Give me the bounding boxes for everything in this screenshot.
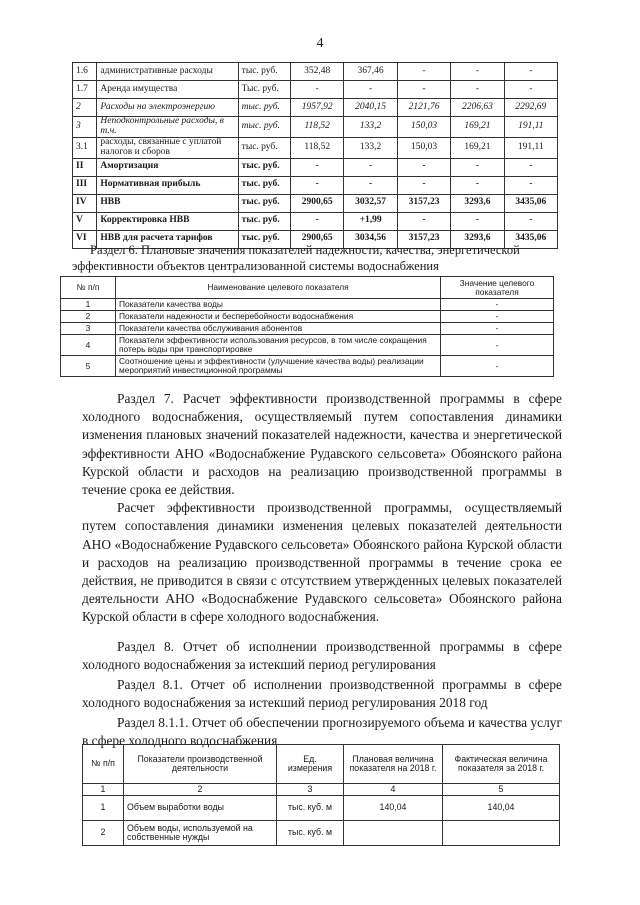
row-number: 5	[61, 356, 116, 377]
row-value: 3034,56	[344, 230, 397, 248]
row-value: 169,21	[451, 117, 504, 138]
row-name: административные расходы	[97, 63, 238, 81]
table-row	[61, 323, 554, 335]
row-value: 1957,92	[291, 99, 344, 117]
table-row	[83, 821, 560, 846]
header-num: № п/п	[83, 745, 124, 784]
table-row	[61, 311, 554, 323]
table-row	[73, 117, 558, 138]
table-row	[73, 99, 558, 117]
section-8-1	[82, 676, 562, 712]
row-value: -	[441, 335, 554, 356]
row-number: 1	[61, 299, 116, 311]
section-7	[82, 390, 562, 627]
row-unit: тыс. руб.	[238, 99, 290, 117]
section-7-paragraph-1: Раздел 7. Расчет эффективности производственной программы в сфере холодного водоснабжения, осуществляемый путем сопоставления динамики изменения плановых значений показателей надежности, качества и энергетической эффективности АНО «Водоснабжение Рудавского сельсовета» Обоянского района Курской области и расходов на реализацию производственной программы в течение срока ее действия.	[82, 391, 562, 498]
header-unit: Ед. измерения	[277, 745, 344, 784]
col-index: 1	[83, 784, 124, 796]
header-indicator: Показатели производственной деятельности	[124, 745, 277, 784]
section-8-1-1-text: Раздел 8.1.1. Отчет об обеспечении прогнозируемого объема и качества услуг в сфере холодного водоснабжения	[82, 715, 562, 749]
row-number: 1.6	[73, 63, 97, 81]
row-indicator: Показатели качества воды	[116, 299, 441, 311]
row-value: +1,99	[344, 212, 397, 230]
row-number: II	[73, 158, 97, 176]
row-value: 2206,63	[451, 99, 504, 117]
section-6-heading	[72, 242, 580, 274]
row-value: -	[451, 81, 504, 99]
row-indicator: Показатели надежности и бесперебойности водоснабжения	[116, 311, 441, 323]
row-number: 3	[73, 117, 97, 138]
row-unit: тыс. руб.	[238, 63, 290, 81]
row-unit: тыс. руб.	[238, 176, 290, 194]
row-value: -	[441, 311, 554, 323]
row-indicator: Объем воды, используемой на собственные нужды	[124, 821, 277, 846]
row-value: -	[504, 212, 557, 230]
table-row	[61, 356, 554, 377]
row-number: V	[73, 212, 97, 230]
row-value: 191,11	[504, 137, 557, 158]
row-name: Неподконтрольные расходы, в т.ч.	[97, 117, 238, 138]
target-indicators-table	[60, 276, 554, 377]
row-value: -	[344, 158, 397, 176]
row-number: 2	[61, 311, 116, 323]
row-value: 2292,69	[504, 99, 557, 117]
row-unit: тыс. куб. м	[277, 821, 344, 846]
row-value: -	[291, 212, 344, 230]
row-value: 3435,06	[504, 230, 557, 248]
section-8	[82, 638, 562, 674]
section-7-paragraph-2: Расчет эффективности производственной программы, осуществляемый путем сопоставления динамики изменения целевых показателей деятельности АНО «Водоснабжение Рудавского сельсовета» Обоянского района Курской области и расходов на реализацию производственной программы в течение срока ее действия, не приводится в связи с отсутствием утвержденных целевых показателей деятельности АНО «Водоснабжение Рудавского сельсовета» Обоянского района Курской области в сфере холодного водоснабжения.	[82, 500, 562, 625]
table-row	[73, 194, 558, 212]
column-index-row	[83, 784, 560, 796]
row-value: -	[504, 63, 557, 81]
page-number: 4	[316, 36, 324, 51]
col-index: 5	[443, 784, 560, 796]
row-value: -	[344, 176, 397, 194]
row-value: 3157,23	[397, 194, 450, 212]
cost-table-body	[73, 63, 558, 249]
row-value: -	[291, 176, 344, 194]
row-value: -	[441, 299, 554, 311]
row-indicator: Соотношение цены и эффективности (улучшение качества воды) реализации мероприятий инвестиционной программы	[116, 356, 441, 377]
row-number: 2	[73, 99, 97, 117]
table-row	[73, 212, 558, 230]
header-num: № п/п	[61, 277, 116, 299]
table-row	[73, 81, 558, 99]
row-value: -	[451, 176, 504, 194]
row-value: -	[397, 63, 450, 81]
row-value: -	[397, 212, 450, 230]
row-name: Корректировка НВВ	[97, 212, 238, 230]
row-name: НВВ для расчета тарифов	[97, 230, 238, 248]
section-6-line-1: Раздел 6. Плановые значения показателей надежности, качества, энергетической	[90, 243, 520, 257]
row-fact	[443, 821, 560, 846]
row-indicator: Показатели эффективности использования ресурсов, в том числе сокращения потерь воды при транспортировке	[116, 335, 441, 356]
header-indicator-name: Наименование целевого показателя	[116, 277, 441, 299]
header-plan: Плановая величина показателя на 2018 г.	[344, 745, 443, 784]
row-value: -	[504, 158, 557, 176]
row-name: Аренда имущества	[97, 81, 238, 99]
row-value: 191,11	[504, 117, 557, 138]
row-number: 4	[61, 335, 116, 356]
row-value: 2900,65	[291, 230, 344, 248]
row-value: 3293,6	[451, 230, 504, 248]
row-number: 1	[83, 796, 124, 821]
section-8-1-text: Раздел 8.1. Отчет об исполнении производственной программы в сфере холодного водоснабжения за истекший период регулирования 2018 год	[82, 677, 562, 711]
row-unit: Тыс. руб.	[238, 81, 290, 99]
row-value: -	[397, 81, 450, 99]
row-number: 3.1	[73, 137, 97, 158]
row-unit: тыс. руб.	[238, 212, 290, 230]
row-name: НВВ	[97, 194, 238, 212]
row-unit: тыс. руб.	[238, 158, 290, 176]
row-value: 118,52	[291, 117, 344, 138]
row-value: 150,03	[397, 117, 450, 138]
row-number: 3	[61, 323, 116, 335]
row-number: III	[73, 176, 97, 194]
row-value: 367,46	[344, 63, 397, 81]
row-unit: тыс. руб.	[238, 117, 290, 138]
row-value: 3157,23	[397, 230, 450, 248]
col-index: 3	[277, 784, 344, 796]
table-header-row	[83, 745, 560, 784]
row-value: -	[441, 356, 554, 377]
row-value: 133,2	[344, 137, 397, 158]
row-unit: тыс. руб.	[238, 230, 290, 248]
row-plan: 140,04	[344, 796, 443, 821]
row-fact: 140,04	[443, 796, 560, 821]
row-indicator: Показатели качества обслуживания абонентов	[116, 323, 441, 335]
row-unit: тыс. руб.	[238, 194, 290, 212]
row-name: Амортизация	[97, 158, 238, 176]
row-name: расходы, связанные с уплатой налогов и сборов	[97, 137, 238, 158]
row-value: 2040,15	[344, 99, 397, 117]
row-indicator: Объем выработки воды	[124, 796, 277, 821]
header-target-value: Значение целевого показателя	[441, 277, 554, 299]
row-value: -	[344, 81, 397, 99]
row-name: Расходы на электроэнергию	[97, 99, 238, 117]
row-value: 3435,06	[504, 194, 557, 212]
table-row	[61, 335, 554, 356]
row-value: -	[451, 63, 504, 81]
section-6-line-2: эффективности объектов централизованной системы водоснабжения	[72, 259, 439, 273]
row-unit: тыс. руб.	[238, 137, 290, 158]
row-value: 2121,76	[397, 99, 450, 117]
row-value: 2900,65	[291, 194, 344, 212]
row-value: -	[451, 212, 504, 230]
section-8-text: Раздел 8. Отчет об исполнении производственной программы в сфере холодного водоснабжения за истекший период регулирования	[82, 639, 562, 673]
table-row	[61, 299, 554, 311]
row-value: -	[397, 176, 450, 194]
table-row	[83, 796, 560, 821]
table-row	[73, 158, 558, 176]
row-value: 352,48	[291, 63, 344, 81]
row-unit: тыс. куб. м	[277, 796, 344, 821]
row-number: 1.7	[73, 81, 97, 99]
row-value: 118,52	[291, 137, 344, 158]
row-number: IV	[73, 194, 97, 212]
row-value: -	[504, 176, 557, 194]
row-value: 150,03	[397, 137, 450, 158]
table-row	[73, 137, 558, 158]
row-value: 133,2	[344, 117, 397, 138]
table-row	[73, 63, 558, 81]
row-value: 3032,57	[344, 194, 397, 212]
row-name: Нормативная прибыль	[97, 176, 238, 194]
row-number: 2	[83, 821, 124, 846]
row-number: VI	[73, 230, 97, 248]
col-index: 4	[344, 784, 443, 796]
header-fact: Фактическая величина показателя за 2018 г.	[443, 745, 560, 784]
table-header-row	[61, 277, 554, 299]
table-row	[73, 176, 558, 194]
row-value: -	[291, 158, 344, 176]
col-index: 2	[124, 784, 277, 796]
row-value: 169,21	[451, 137, 504, 158]
cost-table	[72, 62, 558, 249]
row-plan	[344, 821, 443, 846]
row-value: -	[451, 158, 504, 176]
row-value: -	[397, 158, 450, 176]
row-value: -	[504, 81, 557, 99]
production-report-table	[82, 744, 560, 846]
row-value: -	[291, 81, 344, 99]
row-value: -	[441, 323, 554, 335]
row-value: 3293,6	[451, 194, 504, 212]
